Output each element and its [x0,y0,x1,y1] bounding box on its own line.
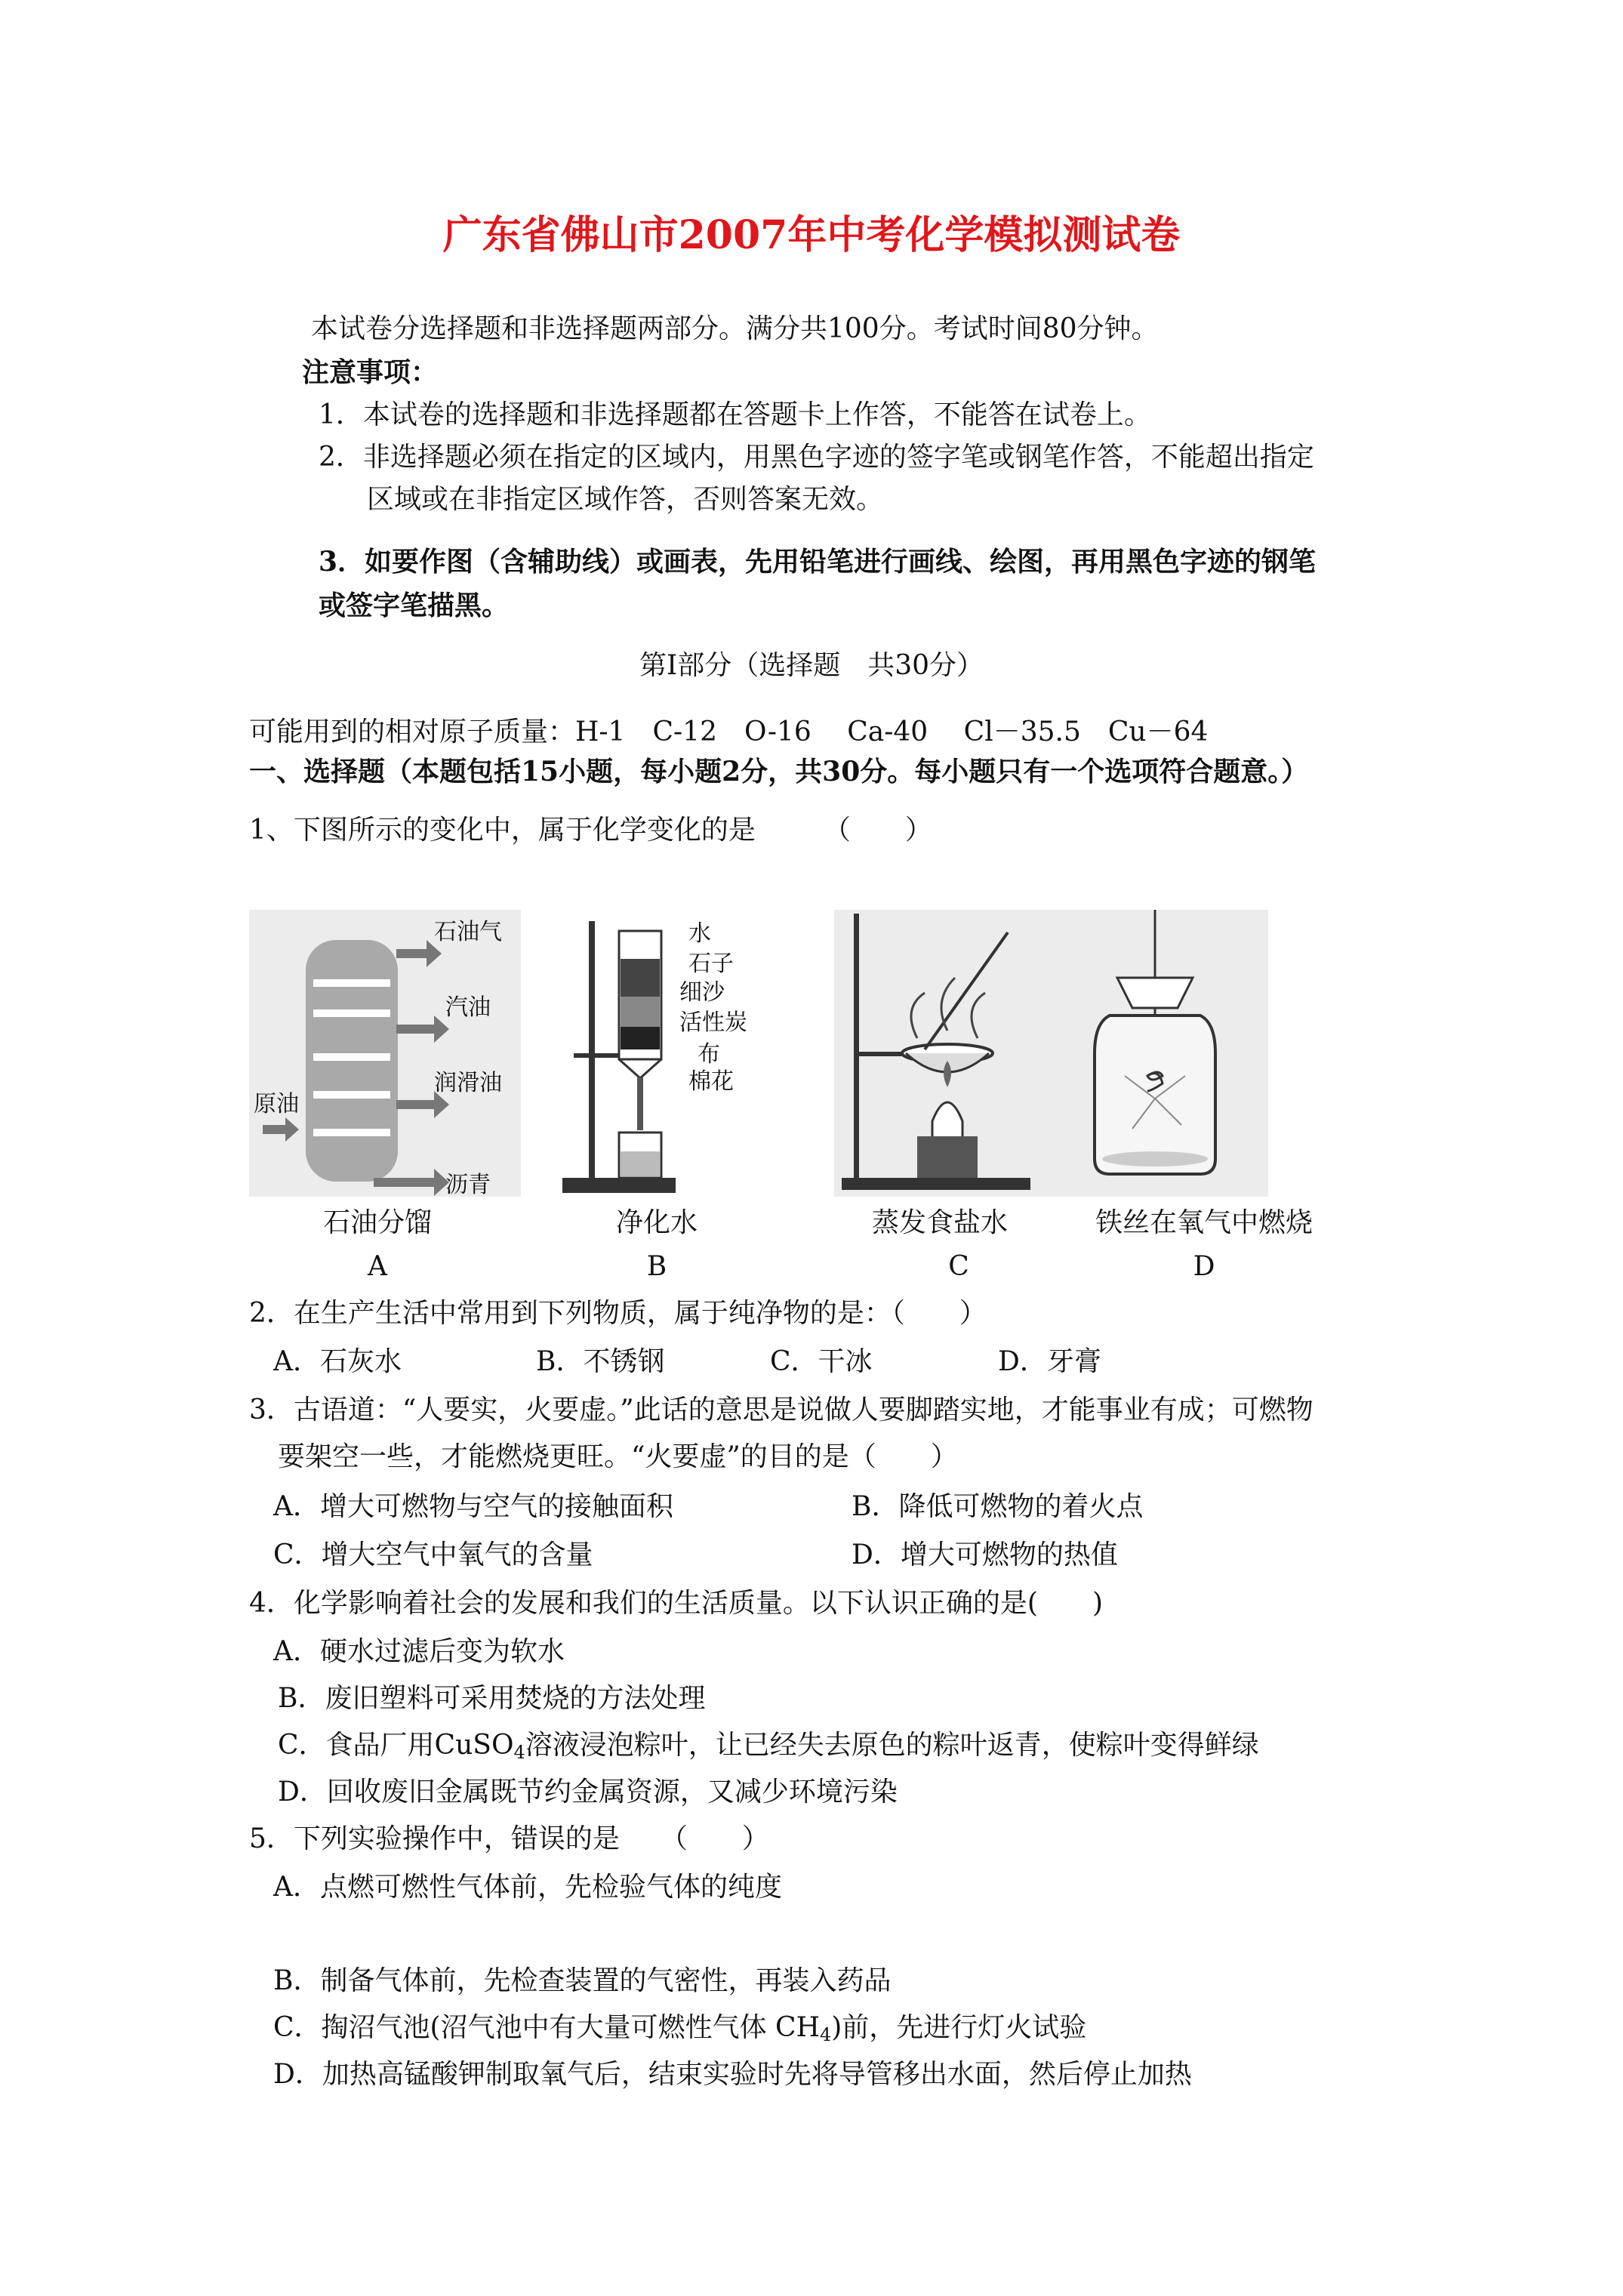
q1-option-b-letter: B [646,1251,667,1282]
figure-a-distillation-column [249,910,521,1197]
q5-option-c: C．掏沼气池(沼气池中有大量可燃性气体 $CH_4$)前，先进行灯火试验 [273,2012,1087,2045]
note-2: 2．非选择题必须在指定的区域内，用黑色字迹的签字笔或钢笔作答，不能超出指定 [319,442,1314,473]
q2-option-a: A．石灰水 [273,1346,402,1377]
label-gasoline: 汽油 [445,994,491,1021]
q4-option-b: B．废旧塑料可采用焚烧的方法处理 [278,1683,706,1714]
q2-option-c: C．干冰 [770,1346,873,1377]
note-1: 1．本试卷的选择题和非选择题都在答题卡上作答，不能答在试卷上。 [319,399,1151,430]
q1-option-a-caption: 石油分馏 [322,1207,432,1238]
q1-option-d-letter: D [1193,1251,1215,1282]
label-pebbles: 石子 [688,951,734,977]
q4-option-c: C．食品厂用CuSO$_4$溶液浸泡粽叶，让已经失去原色的粽叶返青，使粽叶变得鲜绿 [278,1730,1259,1763]
note-3-cont: 或签字笔描黑。 [319,590,510,621]
q3-option-a: A．增大可燃物与空气的接触面积 [273,1491,673,1522]
label-fine-sand: 细沙 [679,979,725,1006]
label-asphalt: 沥青 [445,1172,491,1198]
intro-text: 本试卷分选择题和非选择题两部分。满分共100分。考试时间80分钟。 [311,313,1159,344]
page-title: 广东省佛山市2007年中考化学模拟测试卷 [442,212,1181,258]
q3-stem-2: 要架空一些，才能燃烧更旺。“火要虚”的目的是（ ） [278,1441,958,1472]
q3-option-c: C．增大空气中氧气的含量 [273,1539,593,1570]
label-crude-oil: 原油 [254,1091,299,1117]
q5-option-a: A．点燃可燃性气体前，先检验气体的纯度 [273,1872,782,1903]
note-2-cont: 区域或在非指定区域作答，否则答案无效。 [367,484,884,515]
label-petroleum-gas: 石油气 [434,919,502,945]
label-cotton: 棉花 [688,1068,734,1095]
note-3: 3．如要作图（含辅助线）或画表，先用铅笔进行画线、绘图，再用黑色字迹的钢笔 [319,546,1317,578]
figure-b-water-filter [559,917,710,1197]
q3-stem-1: 3．古语道：“人要实，火要虚。”此话的意思是说做人要脚踏实地，才能事业有成；可燃物 [249,1395,1313,1425]
notes-heading: 注意事项： [302,356,439,388]
q1-option-d-caption: 铁丝在氧气中燃烧 [1095,1207,1313,1238]
atomic-masses: 可能用到的相对原子质量：H-1 C-12 O-16 Ca-40 Cl－35.5 Cu－64 [249,717,1209,747]
q1-option-c-caption: 蒸发食盐水 [871,1207,1008,1238]
label-cloth: 布 [698,1041,720,1068]
q3-option-b: B．降低可燃物的着火点 [852,1491,1144,1522]
q5-option-b: B．制备气体前，先检查装置的气密性，再装入药品 [273,1965,892,1996]
q5-stem: 5．下列实验操作中，错误的是 （ ） [249,1823,769,1854]
q2-option-b: B．不锈钢 [536,1346,665,1377]
q2-stem: 2．在生产生活中常用到下列物质，属于纯净物的是：（ ） [249,1298,987,1329]
label-lubricating-oil: 润滑油 [434,1070,502,1096]
part1-heading: 第Ⅰ部分（选择题 共30分） [639,650,984,681]
q4-option-d: D．回收废旧金属既节约金属资源，又减少环境污染 [278,1777,898,1808]
q3-option-d: D．增大可燃物的热值 [852,1539,1118,1570]
q1-option-b-caption: 净化水 [615,1207,698,1238]
q1-option-c-letter: C [948,1251,969,1282]
label-activated-carbon: 活性炭 [679,1009,747,1036]
figure-c-evaporation [834,910,1046,1197]
label-water: 水 [688,920,711,947]
q1-option-a-letter: A [368,1251,387,1282]
q4-option-a: A．硬水过滤后变为软水 [273,1636,565,1667]
figure-d-iron-burning [1042,910,1268,1197]
q4-stem: 4．化学影响着社会的发展和我们的生活质量。以下认识正确的是( ) [249,1588,1103,1619]
q2-option-d: D．牙膏 [998,1346,1101,1377]
q1-stem: 1、下图所示的变化中，属于化学变化的是 （ ） [249,815,932,846]
section1-heading: 一、选择题（本题包括15小题，每小题2分，共30分。每小题只有一个选项符合题意。） [249,756,1309,787]
q5-option-d: D．加热高锰酸钾制取氧气后，结束实验时先将导管移出水面，然后停止加热 [273,2059,1192,2090]
